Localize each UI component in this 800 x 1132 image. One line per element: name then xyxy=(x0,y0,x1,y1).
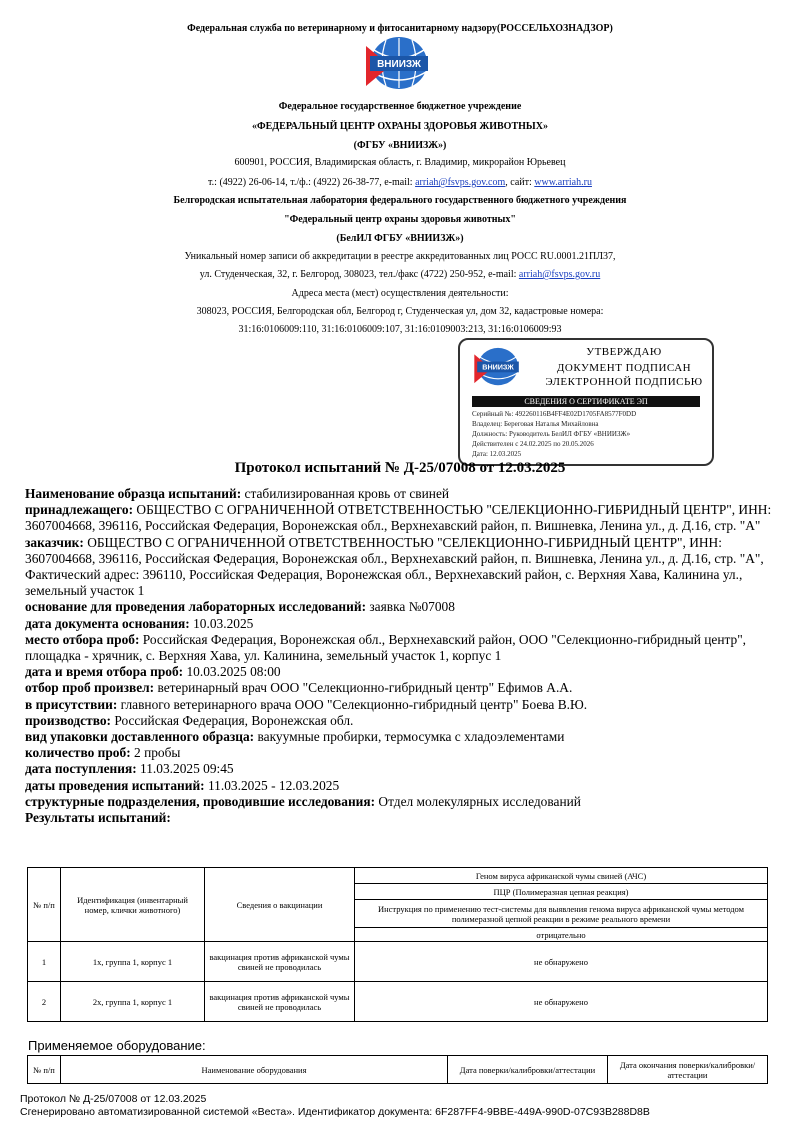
footer-generated: Сгенерировано автоматизированной системой «Веста». Идентификатор документа: 6F287FF4-9BBE-449A-990D-07C93B288D8B xyxy=(20,1106,650,1118)
field-departments: структурные подразделения, проводившие исследования: Отдел молекулярных исследований xyxy=(25,793,581,809)
stamp-validity: Действителен с 24.02.2025 по 20.05.2026 xyxy=(472,440,594,448)
field-basis: основание для проведения лабораторных исследований: заявка №07008 xyxy=(25,599,455,615)
field-sample-count: количество проб: 2 пробы xyxy=(25,745,181,761)
field-production: производство: Российская Федерация, Воронежская обл. xyxy=(25,712,354,728)
col-header-genome: Геном вируса африканской чумы свиней (АЧС) xyxy=(355,868,768,884)
row-id: 1х, группа 1, корпус 1 xyxy=(61,942,205,982)
field-basis-date: дата документа основания: 10.03.2025 xyxy=(25,615,254,631)
activity-line2: 31:16:0106009:110, 31:16:0106009:107, 31:16:0109003:213, 31:16:0106009:93 xyxy=(238,324,562,335)
site-link[interactable]: www.arriah.ru xyxy=(534,177,592,188)
row-id: 2х, группа 1, корпус 1 xyxy=(61,982,205,1022)
field-test-dates: даты проведения испытаний: 11.03.2025 - 12.03.2025 xyxy=(25,777,340,793)
eq-header-name: Наименование оборудования xyxy=(61,1056,448,1084)
stamp-logo xyxy=(470,346,526,390)
activity-line1: 308023, РОССИЯ, Белгородская обл, Белгород г, Студенческая ул, дом 32, кадастровые номера: xyxy=(196,306,604,317)
field-customer: заказчик: ОБЩЕСТВО С ОГРАНИЧЕННОЙ ОТВЕТСТВЕННОСТЬЮ "СЕЛЕКЦИОННО-ГИБРИДНЫЙ ЦЕНТР", ИНН: 3607004668, 396116, Российская Федерация, Воронежская обл., Верхнехавский район, п. Вишневка, Ленина ул., д. Д.16, стр. "А", Фактический адрес: 396110, Российская Федерация, Воронежская обл., Верхнехавский район, с. Верхняя Хава, Калинина ул., земельный участок 1 xyxy=(25,534,764,599)
results-title: Результаты испытаний: xyxy=(25,810,171,826)
field-sampling-datetime: дата и время отбора проб: 10.03.2025 08:00 xyxy=(25,664,281,680)
page-footer xyxy=(20,1093,650,1119)
footer-protocol: Протокол № Д-25/07008 от 12.03.2025 xyxy=(20,1093,207,1105)
stamp-logo-text: ВНИИЗЖ xyxy=(482,363,514,372)
row-num: 1 xyxy=(28,942,61,982)
stamp-approve: УТВЕРЖДАЮ xyxy=(586,346,662,358)
lab-name-line1: Белгородская испытательная лаборатория федерального государственного бюджетного учреждения xyxy=(173,195,627,206)
field-sampled-by: отбор проб произвел: ветеринарный врач ООО "Селекционно-гибридный центр" Ефимов А.А. xyxy=(25,680,573,696)
vniizh-logo xyxy=(360,36,438,94)
table-row xyxy=(28,942,768,982)
stamp-electronic: ЭЛЕКТРОННОЙ ПОДПИСЬЮ xyxy=(545,376,703,388)
row-result: не обнаружено xyxy=(355,942,768,982)
stamp-date: Дата: 12.03.2025 xyxy=(472,450,522,458)
contacts-prefix: т.: (4922) 26-06-14, т./ф.: (4922) 26-38-77, e-mail: xyxy=(208,177,416,188)
col-header-vaccination: Сведения о вакцинации xyxy=(205,868,355,942)
agency-name: Федеральная служба по ветеринарному и фитосанитарному надзору(РОССЕЛЬХОЗНАДЗОР) xyxy=(187,23,613,34)
field-sampling-place: место отбора проб: Российская Федерация, Воронежская обл., Верхнехавский район, ООО "Селекционно-гибридный центр", площадка - хрячник, с. Верхняя Хава, ул. Калинина, земельный участок 1, корпус 1 xyxy=(25,631,747,664)
lab-address xyxy=(0,268,800,281)
col-header-norm: отрицательно xyxy=(355,928,768,942)
eq-header-num: № п/п xyxy=(28,1056,61,1084)
eq-header-end-date: Дата окончания поверки/калибровки/аттестации xyxy=(608,1056,768,1084)
stamp-position: Должность: Руководитель БелИЛ ФГБУ «ВНИИЗЖ» xyxy=(472,430,631,438)
stamp-owner: Владелец: Береговая Наталья Михайловна xyxy=(472,420,599,428)
field-owner: принадлежащего: ОБЩЕСТВО С ОГРАНИЧЕННОЙ ОТВЕТСТВЕННОСТЬЮ "СЕЛЕКЦИОННО-ГИБРИДНЫЙ ЦЕНТР", ИНН: 3607004668, 396116, Российская Федерация, Воронежская обл., Верхнехавский район, п. Вишневка, Ленина ул., д. Д.16, стр. "А" xyxy=(25,502,772,534)
stamp-serial: Серийный №: 492260116B4FF4E02D1705FA8577F0DD xyxy=(472,410,637,418)
lab-name-line2: "Федеральный центр охраны здоровья животных" xyxy=(284,214,516,225)
col-header-instruction: Инструкция по применению тест-системы для выявления генома вируса африканской чумы методом полимеразной цепной реакции в режиме реального времени xyxy=(355,900,768,928)
site-prefix: , сайт: xyxy=(505,177,535,188)
lab-abbr: (БелИЛ ФГБУ «ВНИИЗЖ») xyxy=(336,233,464,244)
equipment-title: Применяемое оборудование: xyxy=(28,1038,206,1053)
row-vaccination: вакцинация против африканской чумы свиней не проводилась xyxy=(205,982,355,1022)
lab-address-text: ул. Студенческая, 32, г. Белгород, 308023, тел./факс (4722) 250-952, e-mail: xyxy=(199,269,519,280)
table-row xyxy=(28,982,768,1022)
institution-address: 600901, РОССИЯ, Владимирская область, г. Владимир, микрорайон Юрьевец xyxy=(234,157,566,168)
accreditation: Уникальный номер записи об аккредитации в реестре аккредитованных лиц РОСС RU.0001.21ПЛ37, xyxy=(184,251,616,262)
eq-header-date: Дата поверки/калибровки/аттестации xyxy=(448,1056,608,1084)
email-link[interactable]: arriah@fsvps.gov.com xyxy=(415,177,506,188)
institution-type: Федеральное государственное бюджетное учреждение xyxy=(278,101,522,112)
equipment-table xyxy=(27,1055,768,1084)
protocol-title: Протокол испытаний № Д-25/07008 от 12.03.2025 xyxy=(234,460,566,476)
col-header-id: Идентификация (инвентарный номер, клички животного) xyxy=(61,868,205,942)
institution-abbr: (ФГБУ «ВНИИЗЖ») xyxy=(353,140,447,151)
col-header-num: № п/п xyxy=(28,868,61,942)
field-packaging: вид упаковки доставленного образца: вакуумные пробирки, термосумка с хладоэлементами xyxy=(25,729,565,745)
row-vaccination: вакцинация против африканской чумы свиней не проводилась xyxy=(205,942,355,982)
row-num: 2 xyxy=(28,982,61,1022)
lab-email-link[interactable]: arriah@fsvps.gov.ru xyxy=(518,269,601,280)
activity-title: Адреса места (мест) осуществления деятельности: xyxy=(291,288,509,299)
row-result: не обнаружено xyxy=(355,982,768,1022)
protocol-fields xyxy=(25,486,777,826)
field-sample-name: Наименование образца испытаний: стабилизированная кровь от свиней xyxy=(25,486,450,501)
institution-contacts xyxy=(0,176,800,189)
results-table xyxy=(27,867,768,1022)
stamp-signed: ДОКУМЕНТ ПОДПИСАН xyxy=(556,362,692,374)
field-witness: в присутствии: главного ветеринарного врача ООО "Селекционно-гибридный центр" Боева В.Ю. xyxy=(25,696,588,712)
stamp-cert-header: СВЕДЕНИЯ О СЕРТИФИКАТЕ ЭП xyxy=(472,396,700,407)
field-received: дата поступления: 11.03.2025 09:45 xyxy=(25,761,234,777)
logo-text: ВНИИЗЖ xyxy=(377,59,421,70)
institution-name: «ФЕДЕРАЛЬНЫЙ ЦЕНТР ОХРАНЫ ЗДОРОВЬЯ ЖИВОТНЫХ» xyxy=(252,121,548,132)
signature-stamp xyxy=(458,338,714,466)
col-header-method: ПЦР (Полимеразная цепная реакция) xyxy=(355,884,768,900)
